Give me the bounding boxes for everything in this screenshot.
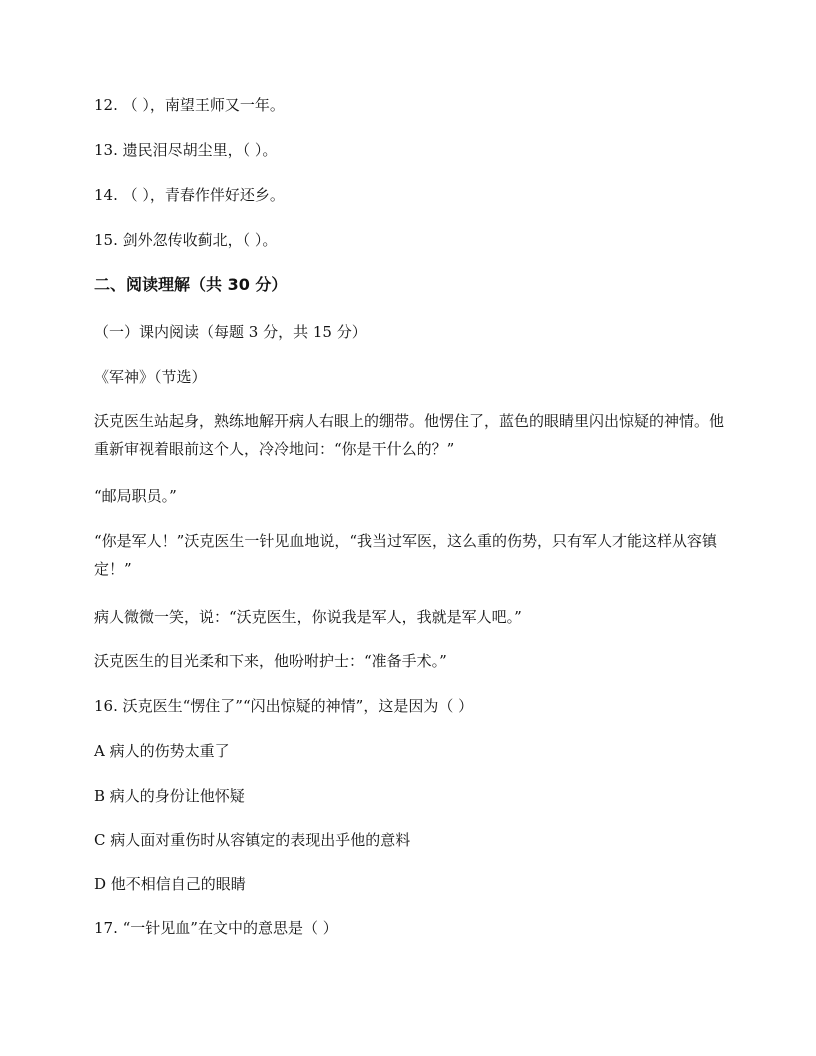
- fill-in-question-14: [94, 185, 734, 205]
- answer-option-b: B 病人的身份让他怀疑: [94, 787, 245, 805]
- passage-paragraph: 沃克医生站起身，熟练地解开病人右眼上的绷带。他愣住了，蓝色的眼睛里闪出惊疑的神情。他重新审视着眼前这个人，冷冷地问：“你是干什么的？”: [94, 412, 725, 458]
- sub-heading: （一）课内阅读（每题 3 分，共 15 分）: [94, 323, 367, 341]
- question-number: 14.: [94, 186, 118, 204]
- question-text: 沃克医生“愣住了”“闪出惊疑的神情”，这是因为（ ）: [122, 697, 474, 715]
- question-text: “一针见血”在文中的意思是（ ）: [122, 919, 338, 937]
- passage-paragraph: 沃克医生的目光柔和下来，他吩咐护士：“准备手术。”: [94, 652, 447, 670]
- question-text: （ ），南望王师又一年。: [122, 96, 285, 114]
- passage-paragraph: “你是军人！”沃克医生一针见血地说，“我当过军医，这么重的伤势，只有军人才能这样从容镇定！”: [94, 532, 718, 578]
- answer-option-d: D 他不相信自己的眼睛: [94, 875, 246, 893]
- answer-option-a: A 病人的伤势太重了: [94, 742, 230, 760]
- question-text: （ ），青春作伴好还乡。: [122, 186, 285, 204]
- passage-title: 《军神》（节选）: [94, 368, 207, 386]
- question-text: 剑外忽传收蓟北，（ ）。: [122, 231, 278, 249]
- passage-paragraph: “邮局职员。”: [94, 487, 177, 505]
- question-number: 16.: [94, 697, 118, 715]
- passage-paragraph: 病人微微一笑，说：“沃克医生，你说我是军人，我就是军人吧。”: [94, 608, 522, 626]
- question-number: 17.: [94, 919, 118, 937]
- question-number: 15.: [94, 231, 118, 249]
- section-heading: 二、阅读理解（共 30 分）: [94, 275, 288, 294]
- reading-question-16: [94, 696, 734, 716]
- question-number: 13.: [94, 141, 118, 159]
- fill-in-question-15: [94, 230, 734, 250]
- fill-in-question-12: [94, 95, 734, 115]
- question-number: 12.: [94, 96, 118, 114]
- answer-option-c: C 病人面对重伤时从容镇定的表现出乎他的意料: [94, 831, 411, 849]
- fill-in-question-13: [94, 140, 734, 160]
- reading-question-17: [94, 918, 734, 938]
- question-text: 遗民泪尽胡尘里，（ ）。: [122, 141, 278, 159]
